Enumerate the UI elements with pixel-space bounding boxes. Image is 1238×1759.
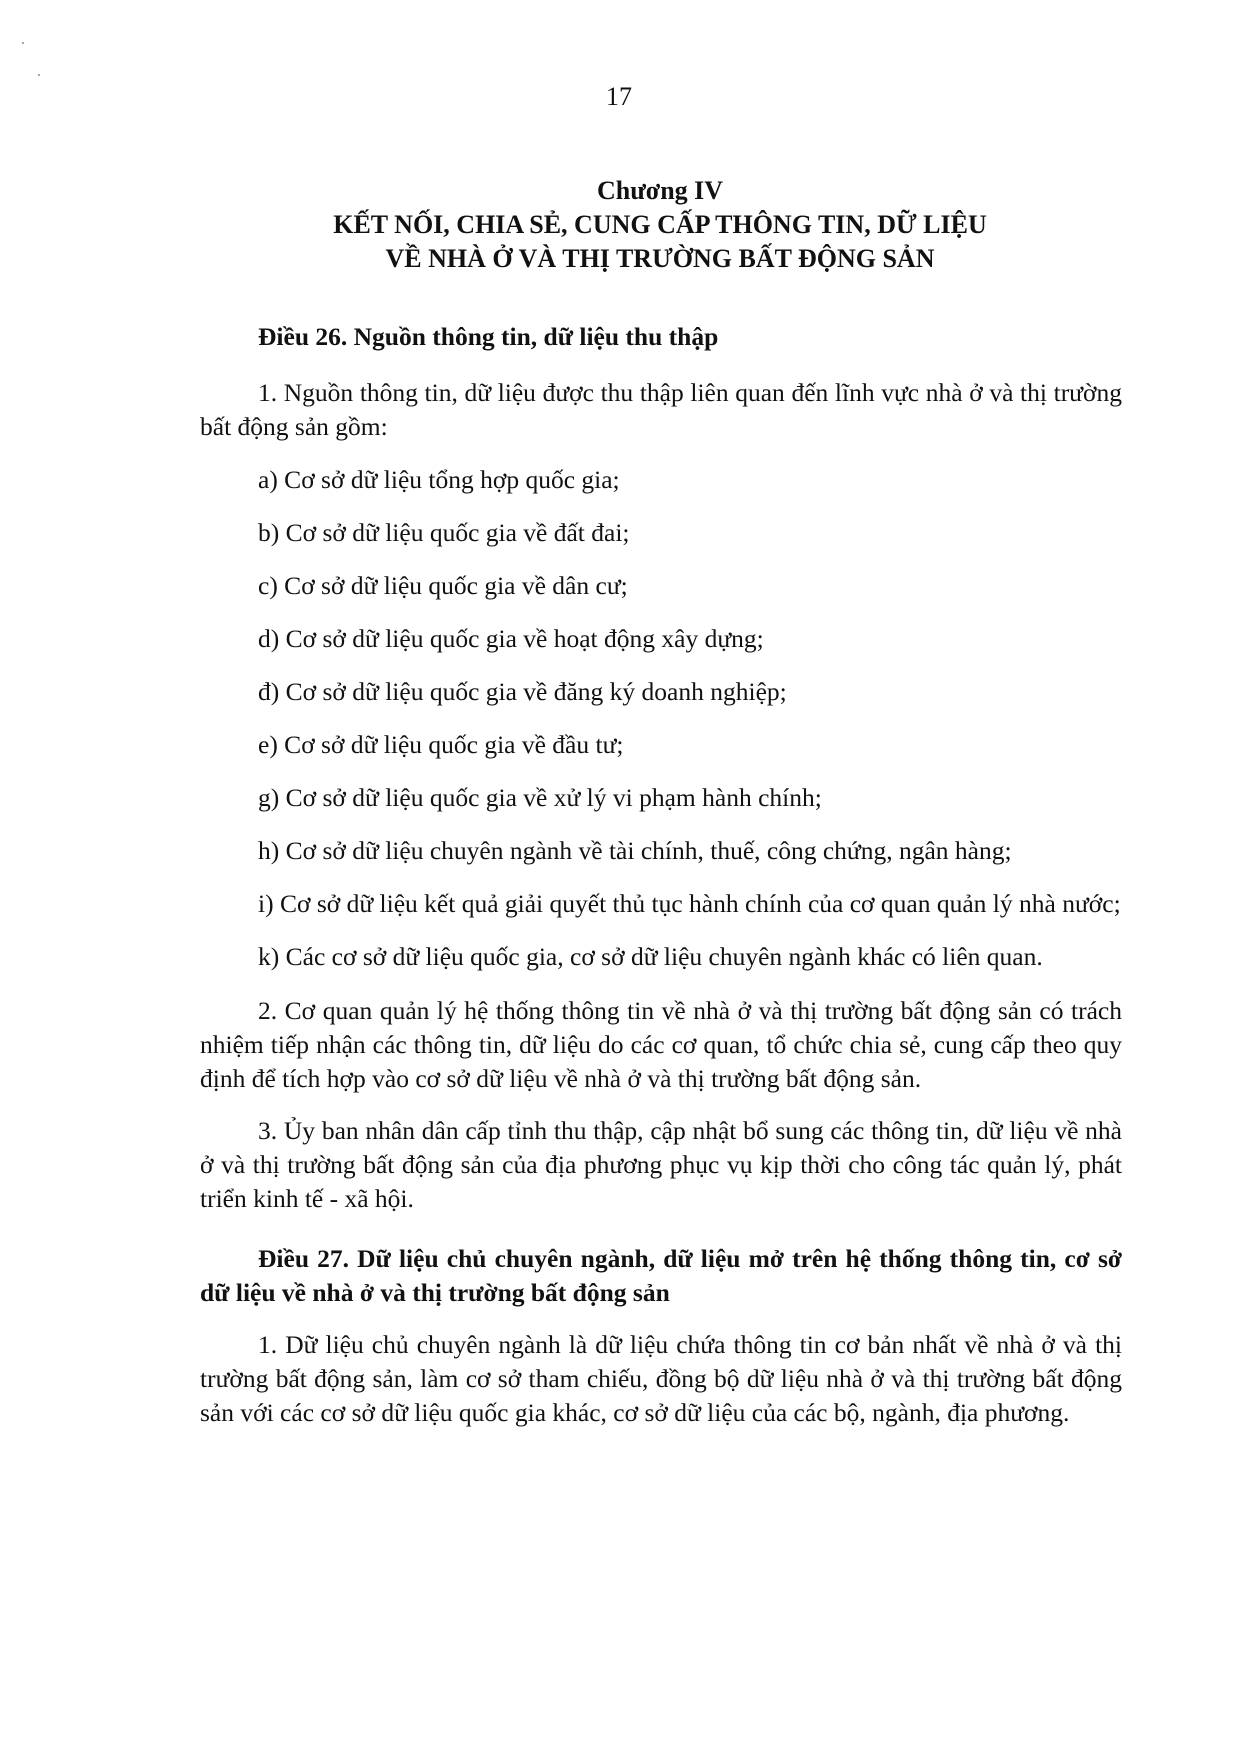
chapter-header [200, 174, 1120, 276]
list-item: b) Cơ sở dữ liệu quốc gia về đất đai; [258, 518, 630, 547]
scan-speck [38, 74, 40, 76]
document-body [200, 320, 1122, 1430]
list-item: i) Cơ sở dữ liệu kết quả giải quyết thủ tục hành chính của cơ quan quản lý nhà nước; [258, 889, 1121, 918]
list-item: đ) Cơ sở dữ liệu quốc gia về đăng ký doanh nghiệp; [258, 677, 787, 706]
list-item: e) Cơ sở dữ liệu quốc gia về đầu tư; [258, 730, 624, 759]
list-item: h) Cơ sở dữ liệu chuyên ngành về tài chính, thuế, công chứng, ngân hàng; [258, 836, 1012, 865]
article-26-clause-2: 2. Cơ quan quản lý hệ thống thông tin về nhà ở và thị trường bất động sản có trách nhiệm tiếp nhận các thông tin, dữ liệu do các cơ quan, tổ chức chia sẻ, cung cấp theo quy định để tích hợp vào cơ sở dữ liệu về nhà ở và thị trường bất động sản. [200, 996, 1122, 1093]
page-number: 17 [606, 82, 632, 111]
scan-speck [22, 42, 24, 44]
chapter-label: Chương IV [596, 176, 724, 205]
list-item: d) Cơ sở dữ liệu quốc gia về hoạt động xây dựng; [258, 624, 764, 653]
article-27-clause-1: 1. Dữ liệu chủ chuyên ngành là dữ liệu chứa thông tin cơ bản nhất về nhà ở và thị trường bất động sản, làm cơ sở tham chiếu, đồng bộ dữ liệu nhà ở và thị trường bất động sản với các cơ sở dữ liệu quốc gia khác, cơ sở dữ liệu của các bộ, ngành, địa phương. [200, 1330, 1122, 1427]
list-item: g) Cơ sở dữ liệu quốc gia về xử lý vi phạm hành chính; [258, 783, 822, 812]
article-26-heading: Điều 26. Nguồn thông tin, dữ liệu thu thập [258, 322, 719, 351]
list-item: k) Các cơ sở dữ liệu quốc gia, cơ sở dữ liệu chuyên ngành khác có liên quan. [258, 942, 1043, 971]
article-26-clause-1: 1. Nguồn thông tin, dữ liệu được thu thập liên quan đến lĩnh vực nhà ở và thị trường bất động sản gồm: [200, 378, 1122, 441]
article-27-heading: Điều 27. Dữ liệu chủ chuyên ngành, dữ liệu mở trên hệ thống thông tin, cơ sở dữ liệu về nhà ở và thị trường bất động sản [200, 1244, 1122, 1307]
chapter-title-line-2: VỀ NHÀ Ở VÀ THỊ TRƯỜNG BẤT ĐỘNG SẢN [385, 244, 935, 273]
chapter-title-line-1: KẾT NỐI, CHIA SẺ, CUNG CẤP THÔNG TIN, DỮ LIỆU [333, 210, 987, 239]
article-26-clause-3: 3. Ủy ban nhân dân cấp tỉnh thu thập, cập nhật bổ sung các thông tin, dữ liệu về nhà ở và thị trường bất động sản của địa phương phục vụ kịp thời cho công tác quản lý, phát triển kinh tế - xã hội. [200, 1116, 1122, 1213]
list-item: a) Cơ sở dữ liệu tổng hợp quốc gia; [258, 465, 620, 494]
list-item: c) Cơ sở dữ liệu quốc gia về dân cư; [258, 571, 628, 600]
